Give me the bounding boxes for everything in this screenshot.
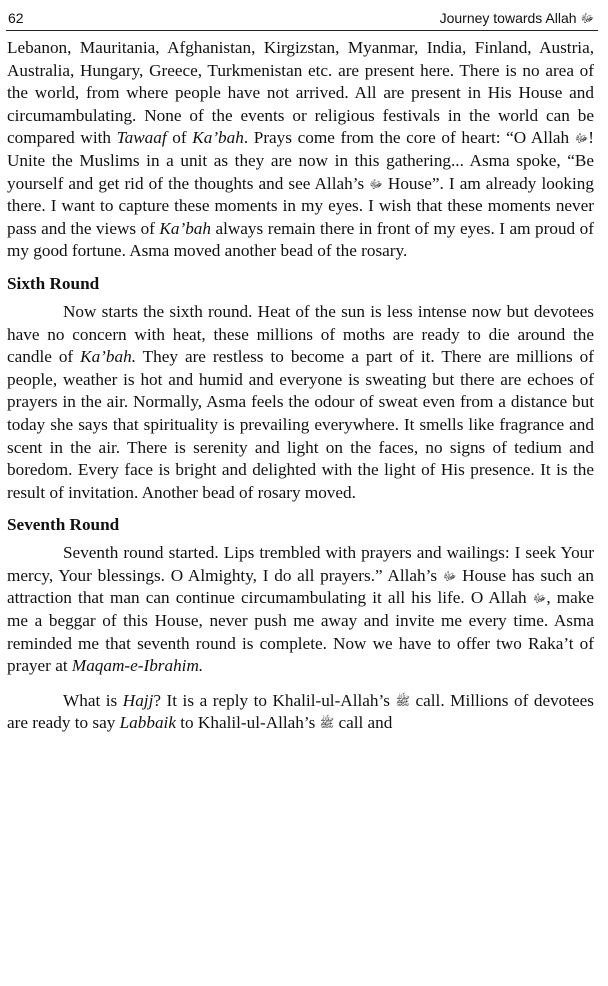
- text-run: Seventh round started. Lips trembled with prayers and wailings: I seek Your mercy, Your blessings. O Almighty, I do all prayers.” Allah’s: [7, 543, 594, 585]
- seventh-round-paragraph: [7, 542, 594, 678]
- text-run: , make me a beggar of this House, never push me away and invite me every time. Asma reminded me that seventh round is complete. Now we have to offer two Raka’t of prayer at: [7, 588, 594, 676]
- italic-term: Labbaik: [119, 713, 176, 733]
- text-run: always remain there in front of my eyes. I am proud of my good fortune. Asma moved another bead of the rosary.: [7, 218, 594, 261]
- text-run: ! Unite the Muslims in a unit as they are now in this gathering... Asma spoke, “Be yourself and get rid of the thoughts and see Allah’s: [7, 128, 594, 193]
- italic-term: Hajj: [122, 690, 154, 710]
- text-run: to Khalil-ul-Allah’s: [175, 713, 320, 733]
- allah-honorific-symbol: ﷻ: [442, 568, 457, 583]
- allah-honorific-symbol: ﷻ: [532, 591, 547, 606]
- prophet-honorific-symbol: ﷺ: [319, 716, 335, 731]
- hajj-paragraph: [7, 690, 594, 735]
- italic-term: Ka’bah.: [80, 347, 136, 367]
- text-run: They are restless to become a part of it. There are millions of people, weather is hot and humid and everyone is sweating but there are echoes of prayers in the air. Normally, Asma feels the odour of sweat even from a distance but today she says that spirituality is prevailing everywhere. It smells like fragrance and scent in the air. There is serenity and light on the faces, no signs of tedium and boredom. Every face is bright and delighted with the light of His presence. It is the result of invitation. Another bead of rosary moved.: [7, 347, 594, 502]
- section-heading-sixth-round: Sixth Round: [7, 273, 100, 293]
- text-run: What is: [63, 690, 123, 710]
- text-run: House has such an attraction that man can continue circumambulating it all his life. O Allah: [7, 565, 594, 608]
- page-body: [7, 37, 594, 735]
- sixth-round-paragraph: [7, 301, 594, 504]
- continued-paragraph: [7, 37, 594, 263]
- allah-honorific-symbol: ﷻ: [574, 131, 589, 146]
- text-run: . Prays come from the core of heart: “O Allah: [243, 128, 575, 148]
- prophet-honorific-symbol: ﷺ: [395, 693, 410, 708]
- section-heading-seventh-round: Seventh Round: [7, 515, 120, 535]
- allah-honorific-symbol: ﷻ: [580, 11, 594, 25]
- text-run: ? It is a reply to Khalil-ul-Allah’s: [153, 690, 396, 710]
- running-title: [440, 10, 594, 28]
- page-header: [6, 8, 598, 31]
- text-run: of: [166, 128, 193, 148]
- text-run: Lebanon, Mauritania, Afghanistan, Kirgizstan, Myanmar, India, Finland, Austria, Australia, Hungary, Greece, Turkmenistan etc. are present here. There is no area of the world, from where people have not arrived. All are present in His House and circumambulating. None of the events or religious festivals in the world can be compared with: [7, 38, 594, 148]
- text-run: House”. I am already looking there. I want to capture these moments in my eyes. I wish that these moments never pass and the views of: [7, 173, 594, 238]
- allah-honorific-symbol: ﷻ: [369, 176, 383, 191]
- italic-term: Tawaaf: [116, 128, 167, 148]
- text-run: call. Millions of devotees are ready to say: [7, 690, 594, 733]
- italic-term: Ka’bah: [159, 218, 211, 238]
- text-run: call and: [334, 713, 393, 733]
- page-number: 62: [8, 10, 24, 26]
- text-run: Now starts the sixth round. Heat of the sun is less intense now but devotees have no concern with heat, these millions of moths are ready to die around the candle of: [7, 301, 594, 367]
- italic-term: Ka’bah: [192, 128, 244, 148]
- running-title-text: Journey towards Allah: [439, 10, 577, 26]
- italic-term: Maqam-e-Ibrahim.: [71, 656, 204, 676]
